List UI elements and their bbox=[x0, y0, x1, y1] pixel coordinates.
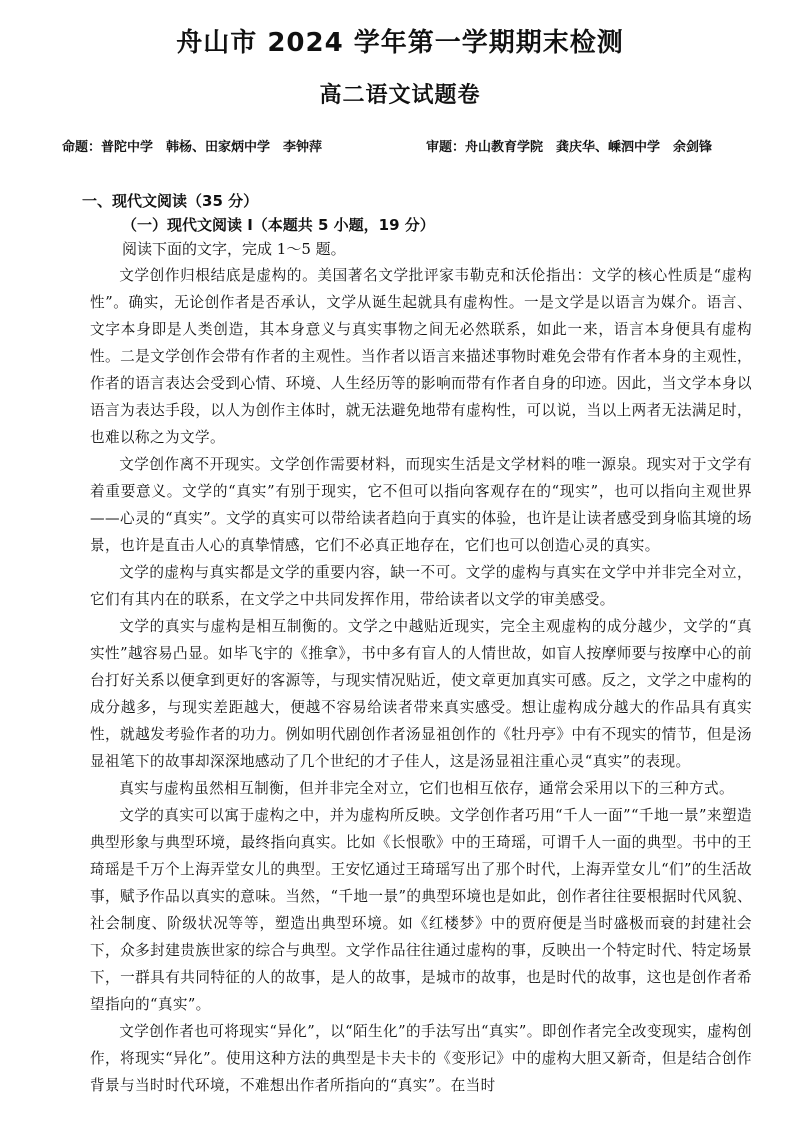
section-subheading: （一）现代文阅读 I（本题共 5 小题，19 分） bbox=[122, 216, 435, 234]
passage-paragraph: 文学的虚构与真实都是文学的重要内容，缺一不可。文学的虚构与真实在文学中并非完全对立，它们有其内在的联系，在文学之中共同发挥作用，带给读者以文学的审美感受。 bbox=[90, 564, 752, 608]
passage-paragraph: 文学创作者也可将现实“异化”，以“陌生化”的手法写出“真实”。即创作者完全改变现实，虚构创作，将现实“异化”。使用这种方法的典型是卡夫卡的《变形记》中的虚构大胆又新奇，但是结合创作背景与当时时代环境，不难想出作者所指向的“真实”。在当时 bbox=[90, 1023, 752, 1094]
section-heading: 一、现代文阅读（35 分） bbox=[82, 192, 259, 210]
passage-paragraph: 文学的真实可以寓于虚构之中，并为虚构所反映。文学创作者巧用“千人一面”“千地一景”来塑造典型形象与典型环境，最终指向真实。比如《长恨歌》中的王琦瑶，可谓千人一面的典型。书中的王琦瑶是千万个上海弄堂女儿的典型。王安忆通过王琦瑶写出了那个时代，上海弄堂女儿“们”的生活故事，赋予作品以真实的意味。当然，“千地一景”的典型环境也是如此，创作者往往要根据时代风貌、社会制度、阶级状况等等，塑造出典型环境。如《红楼梦》中的贾府便是当时盛极而衰的封建社会下，众多封建贵族世家的综合与典型。文学作品往往通过虚构的事，反映出一个特定时代、特定场景下，一群具有共同特征的人的故事，是人的故事，是城市的故事，也是时代的故事，这也是创作者希望指向的“真实”。 bbox=[90, 807, 752, 1013]
reading-instruction: 阅读下面的文字，完成 1～5 题。 bbox=[122, 240, 346, 258]
passage-paragraph: 真实与虚构虽然相互制衡，但并非完全对立，它们也相互依存，通常会采用以下的三种方式。 bbox=[119, 780, 734, 797]
reviewer-credit: 审题：舟山教育学院 龚庆华、嵊泗中学 余剑锋 bbox=[426, 140, 713, 155]
passage-paragraph: 文学创作离不开现实。文学创作需要材料，而现实生活是文学材料的唯一源泉。现实对于文学有着重要意义。文学的“真实”有别于现实，它不但可以指向客观存在的“现实”，也可以指向主观世界——心灵的“真实”。文学的真实可以带给读者趋向于真实的体验，也许是让读者感受到身临其境的场景，也许是直击人心的真挚情感，它们不必真正地存在，它们也可以创造心灵的真实。 bbox=[90, 456, 752, 554]
exam-title: 舟山市 2024 学年第一学期期末检测 bbox=[176, 28, 624, 58]
passage-paragraph: 文学的真实与虚构是相互制衡的。文学之中越贴近现实，完全主观虚构的成分越少，文学的“真实性”越容易凸显。如毕飞宇的《推拿》，书中多有盲人的人情世故，如盲人按摩师要与按摩中心的前台打好关系以便拿到更好的客源等，与现实情况贴近，使文章更加真实可感。反之，文学之中虚构的成分越多，与现实差距越大，便越不容易给读者带来真实感受。想让虚构成分越大的作品具有真实性，就越发考验作者的功力。例如明代剧创作者汤显祖创作的《牡丹亭》中有不现实的情节，但是汤显祖笔下的故事却深深地感动了几个世纪的才子佳人，这是汤显祖注重心灵“真实”的表现。 bbox=[90, 618, 752, 770]
reading-passage bbox=[90, 262, 752, 1099]
passage-paragraph: 文学创作归根结底是虚构的。美国著名文学批评家韦勒克和沃伦指出：文学的核心性质是“虚构性”。确实，无论创作者是否承认，文学从诞生起就具有虚构性。一是文学是以语言为媒介。语言、文字本身即是人类创造，其本身意义与真实事物之间无必然联系，如此一来，语言本身便具有虚构性。二是文学创作会带有作者的主观性。当作者以语言来描述事物时难免会带有作者本身的主观性，作者的语言表达会受到心情、环境、人生经历等的影响而带有作者自身的印迹。因此，当文学本身以语言为表达手段，以人为创作主体时，就无法避免地带有虚构性，可以说，当以上两者无法满足时，也难以称之为文学。 bbox=[90, 267, 752, 446]
author-credit: 命题：普陀中学 韩杨、田家炳中学 李钟萍 bbox=[62, 140, 323, 155]
exam-subtitle: 高二语文试题卷 bbox=[319, 83, 481, 108]
